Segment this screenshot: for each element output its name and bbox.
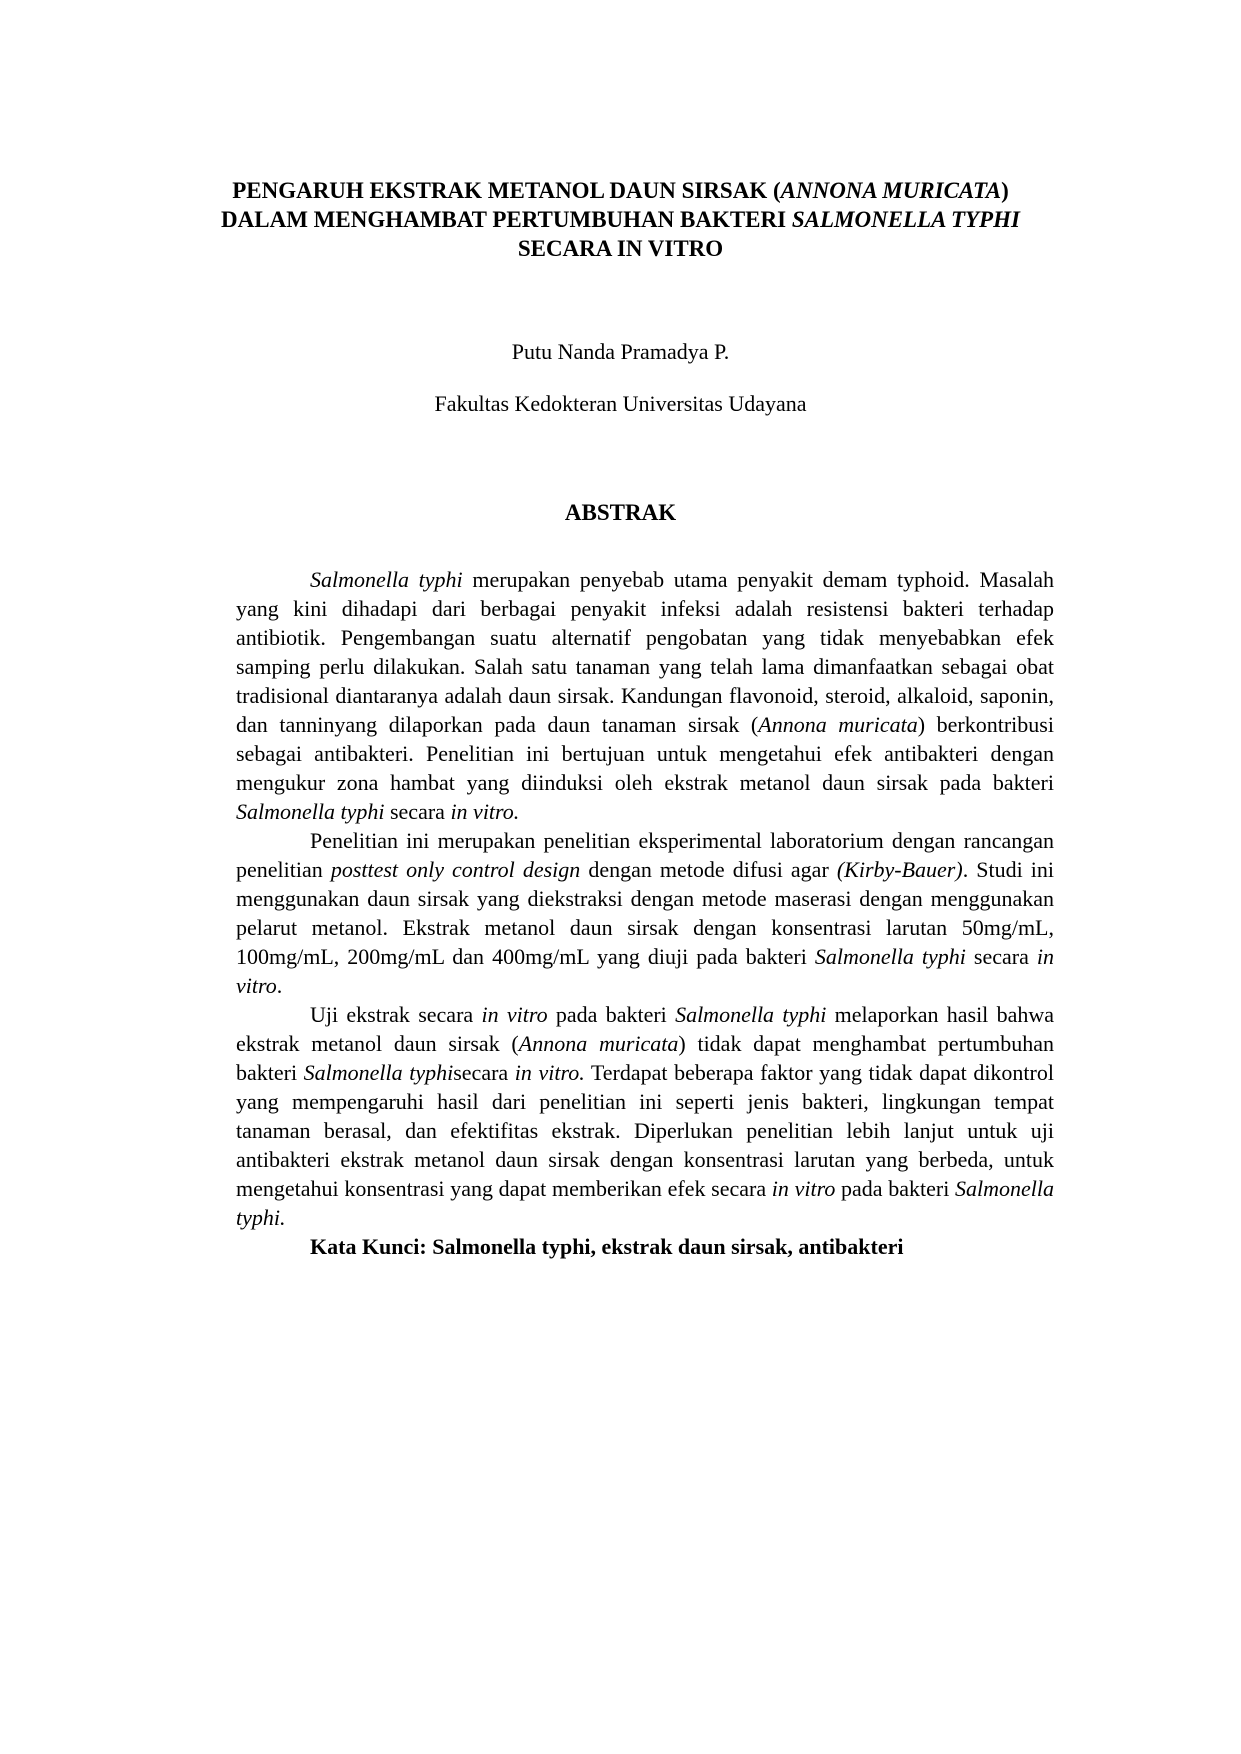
text-run: secara xyxy=(453,1060,515,1085)
text-run: ) tidak dapat menghambat pertumbuhan bakteri xyxy=(236,1031,1055,1085)
text-run: secara xyxy=(384,799,451,824)
italic-term: (Kirby-Bauer) xyxy=(836,857,963,882)
text-run: melaporkan hasil bahwa ekstrak metanol daun sirsak ( xyxy=(236,1002,1054,1056)
text-run: ) berkontribusi sebagai antibakteri. Penelitian ini bertujuan untuk mengetahui efek antibakteri dengan mengukur zona hambat yang diinduksi oleh ekstrak metanol daun sirsak pada bakteri xyxy=(236,712,1054,795)
italic-term: Salmonella typhi xyxy=(303,1060,454,1085)
keywords-label: Kata Kunci: xyxy=(310,1234,427,1259)
text-run: pada bakteri xyxy=(547,1002,676,1027)
text-run: Uji ekstrak secara xyxy=(310,1002,482,1027)
italic-term: Annona muricata xyxy=(758,712,918,737)
text-run: merupakan penyebab utama penyakit demam typhoid. Masalah yang kini dihadapi dari berbagai penyakit infeksi adalah resistensi bakteri terhadap antibiotik. Pengembangan suatu alternatif pengobatan yang tidak menyebabkan efek samping perlu dilakukan. Salah satu tanaman yang telah lama dimanfaatkan sebagai obat tradisional diantaranya adalah daun sirsak. Kandungan flavonoid, steroid, alkaloid, saponin, dan tanninyang dilaporkan pada daun tanaman sirsak ( xyxy=(236,567,1054,737)
abstract-body xyxy=(236,565,1054,1261)
paper-title xyxy=(200,176,1041,263)
abstract-heading: ABSTRAK xyxy=(564,500,677,525)
abstract-paragraph-2 xyxy=(236,826,1054,1000)
title-species-italic: ANNONA MURICATA xyxy=(780,178,1002,203)
title-bacteria-italic: SALMONELLA TYPHI xyxy=(791,207,1020,232)
text-run: . Studi ini menggunakan daun sirsak yang diekstraksi dengan metode maserasi dengan menggunakan pelarut metanol. Ekstrak metanol daun sirsak dengan konsentrasi larutan 50mg/mL, 100mg/mL, 200mg/mL dan 400mg/mL yang diuji pada bakteri xyxy=(236,857,1055,969)
italic-term: Salmonella typhi. xyxy=(236,1176,1055,1230)
keywords-line xyxy=(236,1232,1054,1261)
text-run: Penelitian ini merupakan penelitian eksperimental laboratorium dengan rancangan penelitian xyxy=(236,828,1054,882)
title-part: SECARA IN VITRO xyxy=(517,236,724,261)
italic-term: Salmonella typhi xyxy=(236,799,385,824)
title-part: PENGARUH EKSTRAK METANOL DAUN SIRSAK ( xyxy=(232,178,781,203)
text-run: pada bakteri xyxy=(835,1176,956,1201)
author-affiliation: Fakultas Kedokteran Universitas Udayana xyxy=(434,391,807,416)
text-run: secara xyxy=(965,944,1037,969)
italic-term: posttest only control design xyxy=(330,857,581,882)
abstract-paragraph-3 xyxy=(236,1000,1054,1232)
title-part: ) DALAM MENGHAMBAT PERTUMBUHAN BAKTERI xyxy=(221,178,1009,232)
italic-term: Salmonella typhi xyxy=(310,567,463,592)
italic-term: in vitro xyxy=(771,1176,836,1201)
text-run: dengan metode difusi agar xyxy=(580,857,837,882)
author-name: Putu Nanda Pramadya P. xyxy=(511,339,730,364)
italic-term: Annona muricata xyxy=(518,1031,679,1056)
italic-term: in vitro. xyxy=(450,799,520,824)
italic-term: in vitro xyxy=(481,1002,548,1027)
italic-term: in vitro. xyxy=(514,1060,585,1085)
italic-term: Salmonella typhi xyxy=(814,944,966,969)
keywords-value: Salmonella typhi, ekstrak daun sirsak, antibakteri xyxy=(426,1234,904,1259)
abstract-paragraph-1 xyxy=(236,565,1054,826)
italic-term: Salmonella typhi xyxy=(675,1002,827,1027)
italic-term: in vitro xyxy=(236,944,1055,998)
text-run: . xyxy=(276,973,283,998)
text-run: Terdapat beberapa faktor yang tidak dapat dikontrol yang mempengaruhi hasil dari penelitian ini seperti jenis bakteri, lingkungan tempat tanaman berasal, dan efektifitas ekstrak. Diperlukan penelitian lebih lanjut untuk uji antibakteri ekstrak metanol daun sirsak dengan konsentrasi larutan yang berbeda, untuk mengetahui konsentrasi yang dapat memberikan efek secara xyxy=(236,1060,1054,1201)
